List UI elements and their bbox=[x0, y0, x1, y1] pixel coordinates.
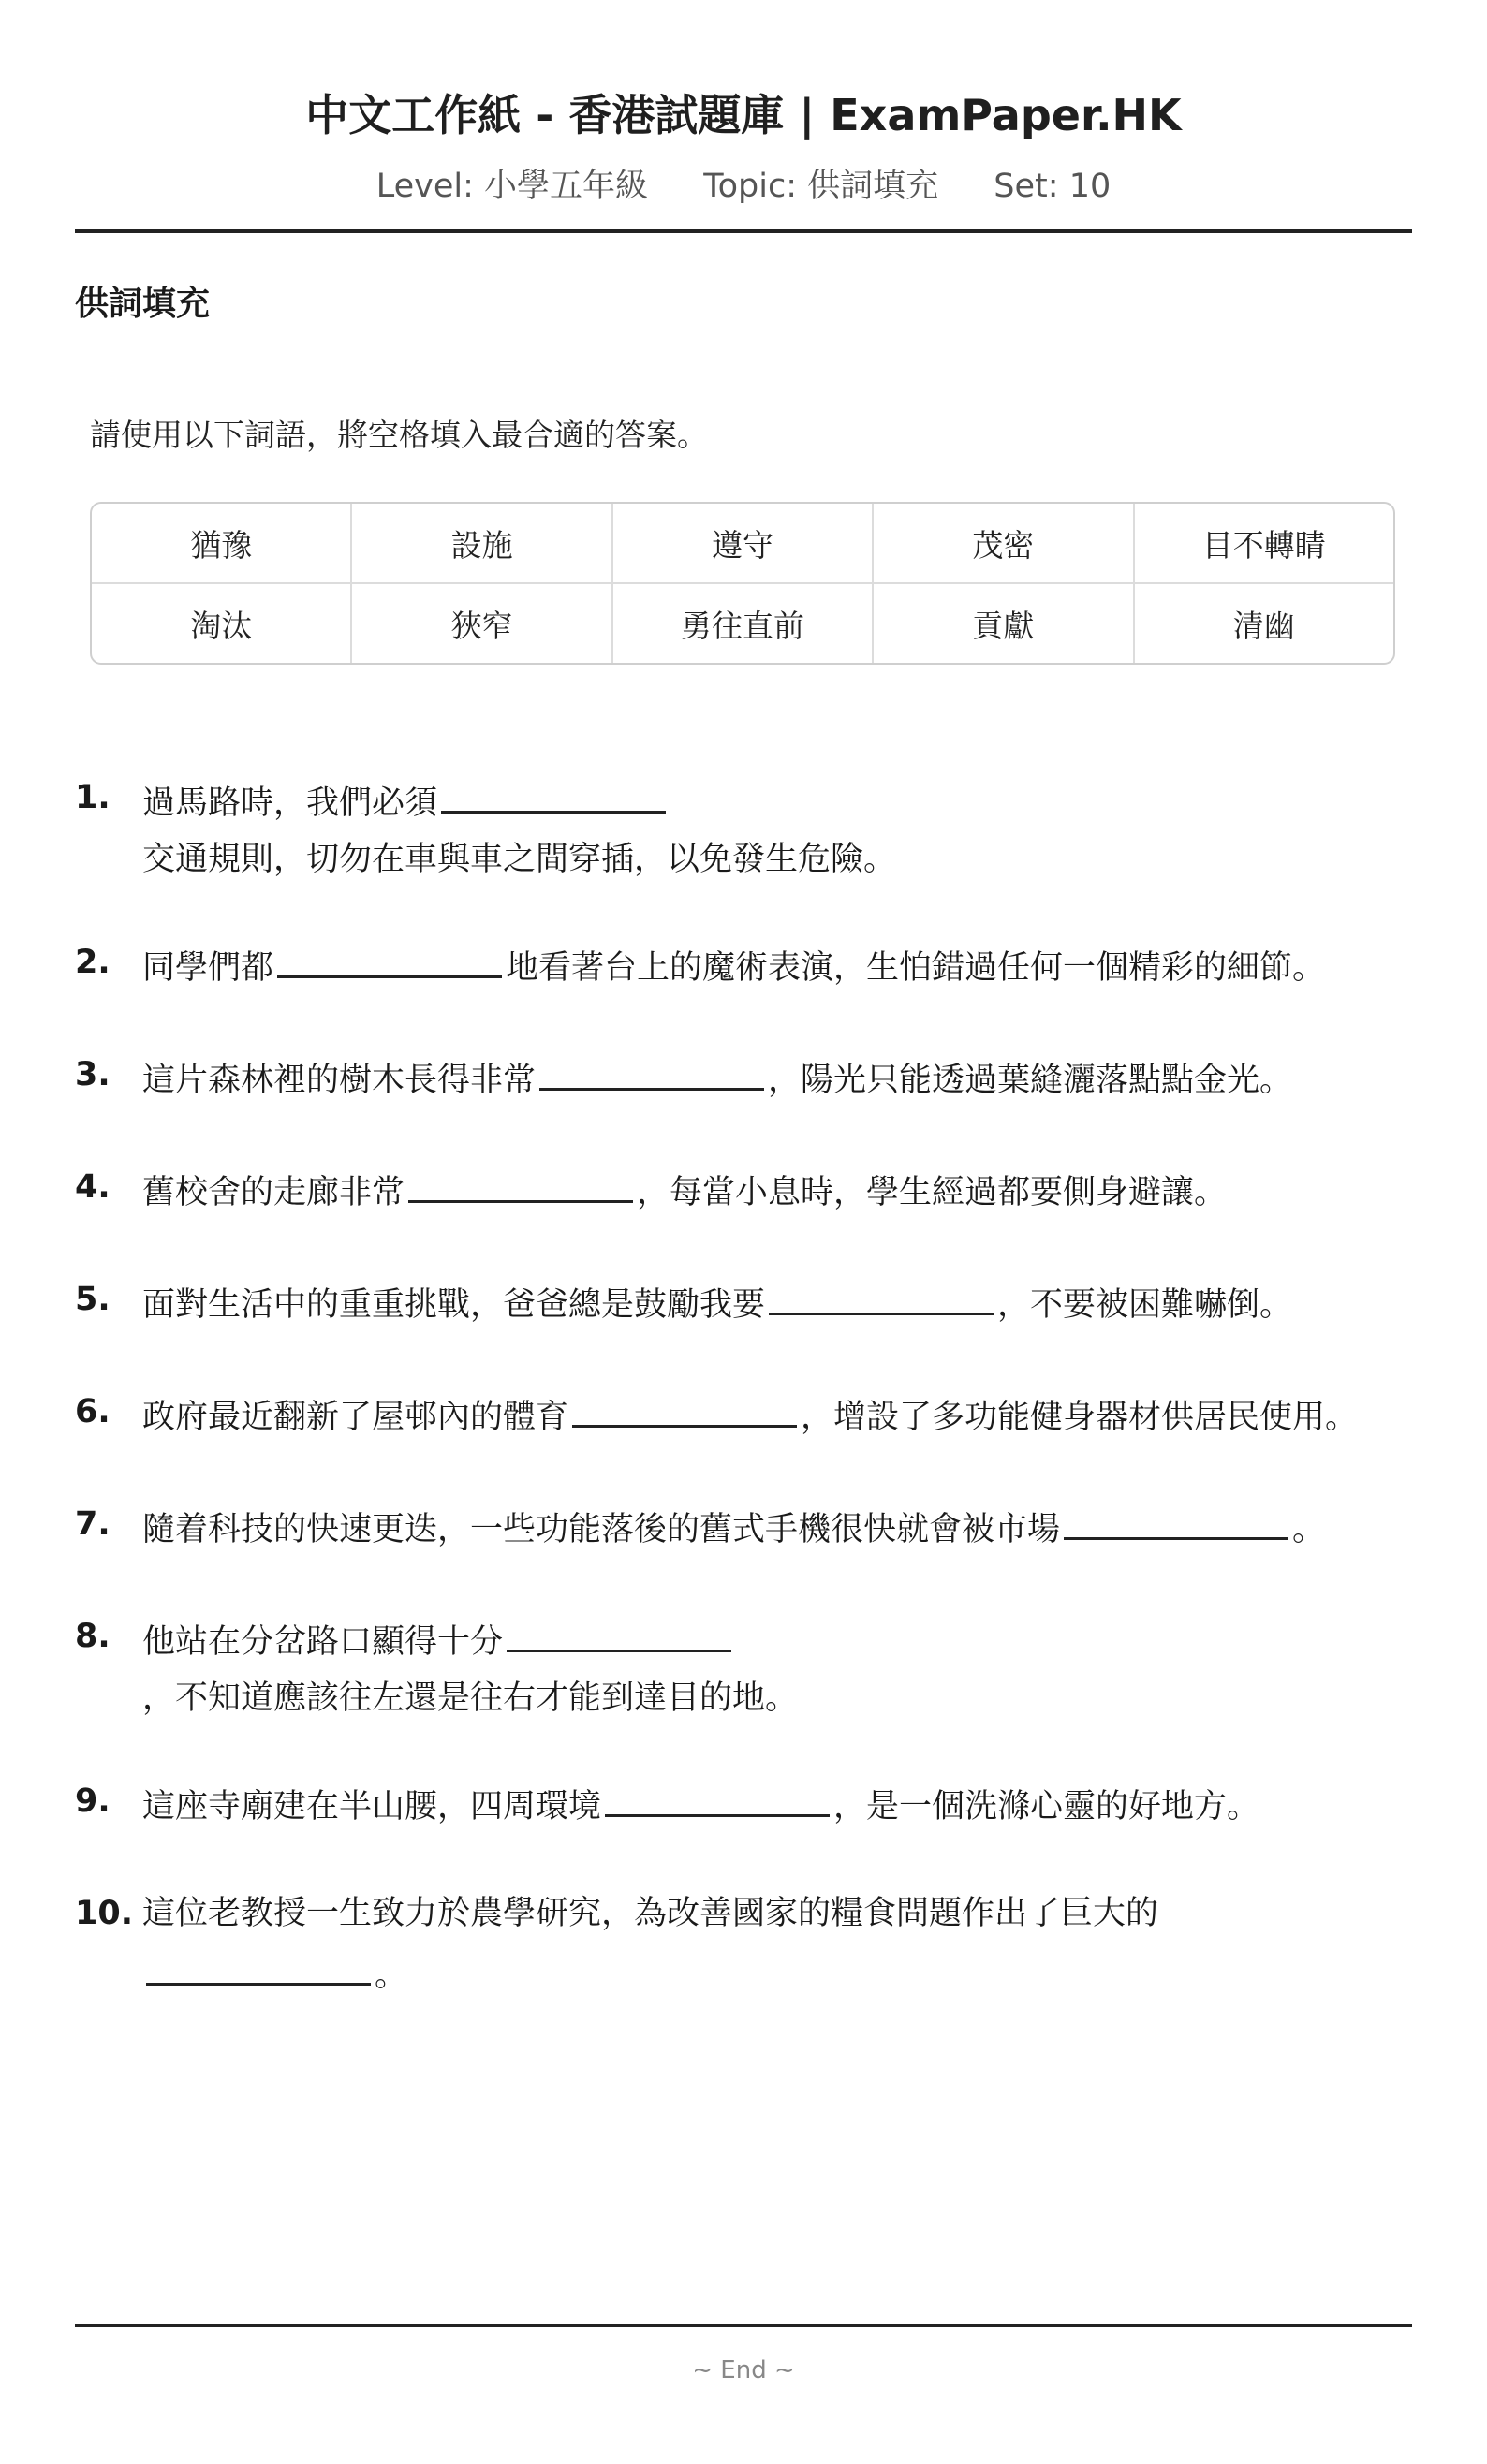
question-item bbox=[75, 1608, 1412, 1726]
question-number: 6. bbox=[75, 1393, 110, 1430]
answer-blank[interactable] bbox=[146, 1942, 371, 1986]
question-text bbox=[142, 1159, 1412, 1221]
word-bank-row bbox=[92, 504, 1393, 584]
question-text bbox=[142, 1608, 1412, 1726]
question-number: 9. bbox=[75, 1782, 110, 1820]
footer-text: ~ End ~ bbox=[692, 2356, 795, 2384]
question-number: 2. bbox=[75, 944, 110, 981]
footer-divider bbox=[75, 2324, 1412, 2327]
question-text-after: 。 bbox=[1292, 1511, 1326, 1548]
worksheet-header bbox=[75, 82, 1412, 210]
question-text-before: 面對生活中的重重挑戰，爸爸總是鼓勵我要 bbox=[142, 1286, 766, 1324]
answer-blank[interactable] bbox=[769, 1271, 994, 1315]
question-item bbox=[75, 1271, 1412, 1333]
word-bank-cell: 設施 bbox=[352, 504, 612, 584]
question-text-before: 這位老教授一生致力於農學研究，為改善國家的糧食問題作出了巨大的 bbox=[142, 1895, 1159, 1932]
answer-blank[interactable] bbox=[539, 1047, 764, 1091]
instruction-text: 請使用以下詞語，將空格填入最合適的答案。 bbox=[90, 417, 708, 453]
question-text-after: ，是一個洗滌心靈的好地方。 bbox=[833, 1788, 1260, 1826]
question-text bbox=[142, 1271, 1412, 1333]
question-text-before: 這片森林裡的樹木長得非常 bbox=[142, 1062, 537, 1099]
question-text-before: 同學們都 bbox=[142, 949, 274, 987]
word-bank-cell: 勇往直前 bbox=[613, 584, 874, 663]
question-item bbox=[75, 1773, 1412, 1835]
answer-blank[interactable] bbox=[605, 1773, 830, 1817]
question-text-after: ，每當小息時，學生經過都要側身避讓。 bbox=[637, 1174, 1228, 1211]
question-item bbox=[75, 770, 1412, 887]
word-bank-cell: 猶豫 bbox=[92, 504, 352, 584]
section-title: 供詞填充 bbox=[75, 285, 211, 323]
question-text bbox=[142, 1496, 1412, 1558]
question-text-after: 。 bbox=[375, 1957, 408, 1994]
question-item bbox=[75, 1384, 1412, 1445]
question-text-before: 隨着科技的快速更迭，一些功能落後的舊式手機很快就會被市場 bbox=[142, 1511, 1061, 1548]
question-text bbox=[142, 1384, 1412, 1445]
question-text bbox=[142, 1885, 1412, 2003]
question-text bbox=[142, 1047, 1412, 1108]
answer-blank[interactable] bbox=[408, 1159, 633, 1203]
question-text-before: 舊校舍的走廊非常 bbox=[142, 1174, 405, 1211]
word-bank-cell: 淘汰 bbox=[92, 584, 352, 663]
question-item bbox=[75, 1496, 1412, 1558]
header-divider bbox=[75, 229, 1412, 233]
topic-label: Topic: 供詞填充 bbox=[703, 168, 939, 205]
word-bank-cell: 狹窄 bbox=[352, 584, 612, 663]
question-number: 1. bbox=[75, 779, 110, 816]
page-title: 中文工作紙 - 香港試題庫 | ExamPaper.HK bbox=[305, 90, 1182, 140]
word-bank-cell: 貢獻 bbox=[874, 584, 1134, 663]
worksheet-meta bbox=[75, 163, 1412, 210]
question-item bbox=[75, 1159, 1412, 1221]
question-text-before: 這座寺廟建在半山腰，四周環境 bbox=[142, 1788, 602, 1826]
set-label: Set: 10 bbox=[994, 168, 1112, 205]
word-bank-cell: 遵守 bbox=[613, 504, 874, 584]
answer-blank[interactable] bbox=[507, 1608, 731, 1652]
question-number: 3. bbox=[75, 1056, 110, 1093]
answer-blank[interactable] bbox=[572, 1384, 797, 1428]
question-text bbox=[142, 770, 1412, 887]
word-bank-cell: 清幽 bbox=[1232, 607, 1295, 644]
question-text-after: 交通規則，切勿在車與車之間穿插，以免發生危險。 bbox=[142, 841, 897, 878]
question-text-before: 過馬路時，我們必須 bbox=[142, 785, 438, 822]
answer-blank[interactable] bbox=[441, 770, 666, 814]
question-text-after: 地看著台上的魔術表演，生怕錯過任何一個精彩的細節。 bbox=[506, 949, 1326, 987]
level-label: Level: 小學五年級 bbox=[375, 168, 649, 205]
question-text-before: 政府最近翻新了屋邨內的體育 bbox=[142, 1399, 569, 1436]
question-number: 10. bbox=[75, 1895, 134, 1932]
word-bank-table bbox=[90, 502, 1395, 665]
word-bank-cell: 茂密 bbox=[874, 504, 1134, 584]
question-text bbox=[142, 934, 1412, 996]
question-text-before: 他站在分岔路口顯得十分 bbox=[142, 1623, 504, 1661]
question-number: 5. bbox=[75, 1281, 110, 1318]
question-item bbox=[75, 1047, 1412, 1108]
answer-blank[interactable] bbox=[277, 934, 502, 978]
question-text-after: ，陽光只能透過葉縫灑落點點金光。 bbox=[768, 1062, 1293, 1099]
question-text-after: ，增設了多功能健身器材供居民使用。 bbox=[801, 1399, 1359, 1436]
word-bank-row bbox=[92, 584, 1393, 663]
question-number: 7. bbox=[75, 1505, 110, 1543]
word-bank-cell: 目不轉睛 bbox=[1135, 504, 1393, 584]
question-text bbox=[142, 1773, 1412, 1835]
question-text-after: ，不知道應該往左還是往右才能到達目的地。 bbox=[142, 1679, 799, 1717]
question-number: 4. bbox=[75, 1168, 110, 1206]
question-text-after: ，不要被困難嚇倒。 bbox=[997, 1286, 1293, 1324]
question-item bbox=[75, 934, 1412, 996]
question-number: 8. bbox=[75, 1618, 110, 1655]
question-item bbox=[75, 1885, 1412, 2003]
answer-blank[interactable] bbox=[1064, 1496, 1288, 1540]
